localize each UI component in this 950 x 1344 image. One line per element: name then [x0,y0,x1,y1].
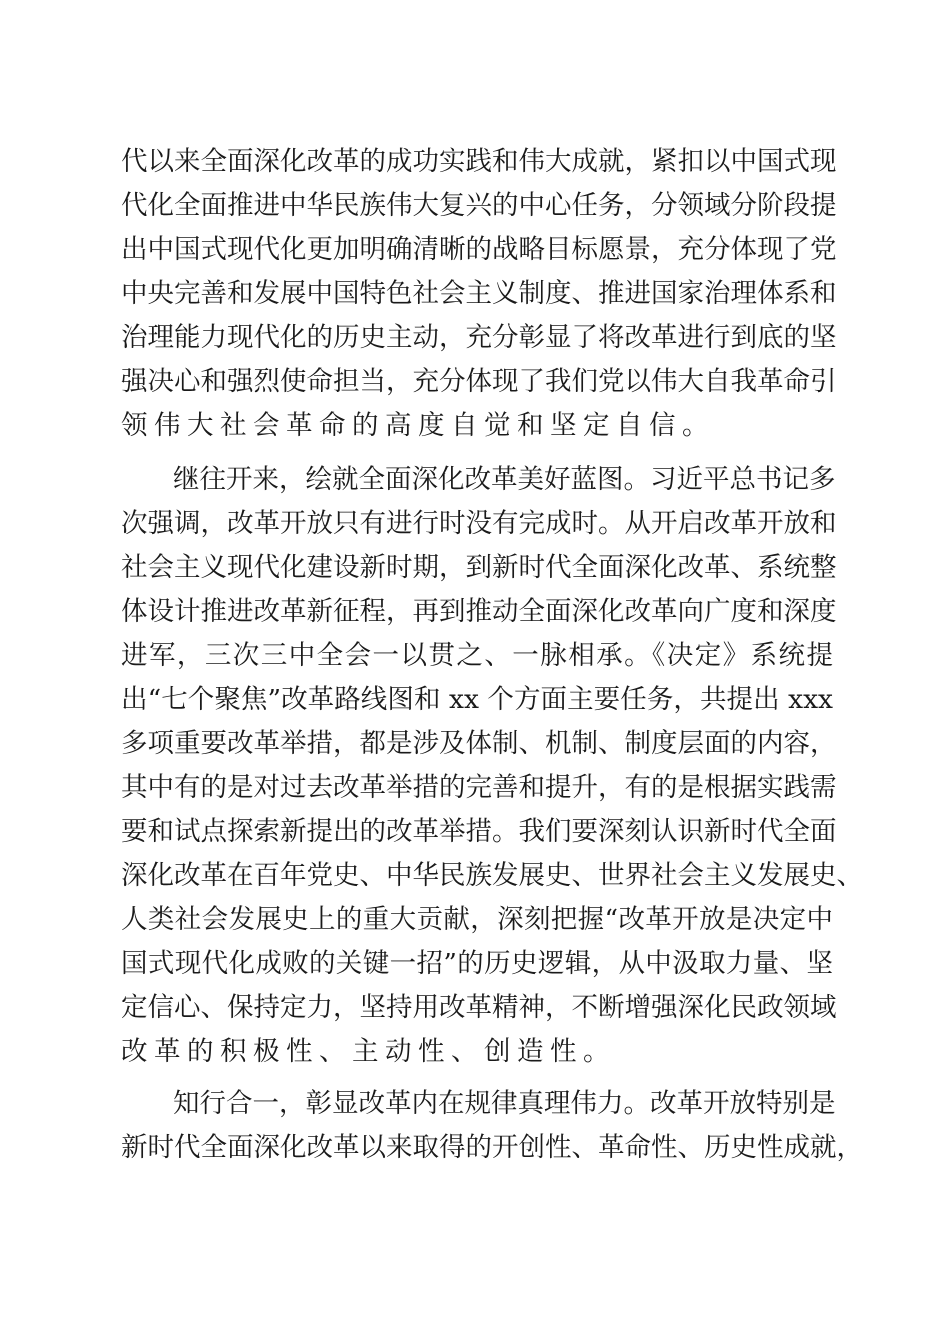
text-line: 社会主义现代化建设新时期，到新时代全面深化改革、系统整 [121,552,837,583]
text-line: 强决心和强烈使命担当，充分体现了我们党以伟大自我革命引 [121,366,837,397]
text-line: 人类社会发展史上的重大贡献，深刻把握“改革开放是决定中 [121,904,833,935]
paragraph-first-line: 知行合一，彰显改革内在规律真理伟力。改革开放特别是 [173,1088,836,1119]
paragraph-first-line: 继往开来，绘就全面深化改革美好蓝图。习近平总书记多 [173,464,836,495]
text-line: 国式现代化成败的关键一招”的历史逻辑，从中汲取力量、坚 [121,948,833,979]
text-line: 中央完善和发展中国特色社会主义制度、推进国家治理体系和 [121,278,837,309]
text-line: 代以来全面深化改革的成功实践和伟大成就，紧扣以中国式现 [121,146,837,177]
text-line: 改革的积极性、主动性、创造性。 [121,1036,616,1067]
text-line: 领伟大社会革命的高度自觉和坚定自信。 [121,410,715,441]
text-line: 要和试点探索新提出的改革举措。我们要深刻认识新时代全面 [121,816,837,847]
text-line: 治理能力现代化的历史主动，充分彰显了将改革进行到底的坚 [121,322,837,353]
text-line: 进军，三次三中全会一以贯之、一脉相承。《决定》系统提 [121,640,833,671]
text-line: 出中国式现代化更加明确清晰的战略目标愿景，充分体现了党 [121,234,837,265]
text-line: 次强调，改革开放只有进行时没有完成时。从开启改革开放和 [121,508,837,539]
text-line: 新时代全面深化改革以来取得的开创性、革命性、历史性成就， [121,1132,863,1163]
text-line: 代化全面推进中华民族伟大复兴的中心任务，分领域分阶段提 [121,190,837,221]
text-line: 其中有的是对过去改革举措的完善和提升，有的是根据实践需 [121,772,837,803]
text-line: 体设计推进改革新征程，再到推动全面深化改革向广度和深度 [121,596,837,627]
text-line: 定信心、保持定力，坚持用改革精神，不断增强深化民政领域 [121,992,837,1023]
text-line: 多项重要改革举措，都是涉及体制、机制、制度层面的内容， [121,728,837,759]
text-line: 深化改革在百年党史、中华民族发展史、世界社会主义发展史、 [121,860,863,891]
text-line: 出“七个聚焦”改革路线图和 xx 个方面主要任务，共提出 xxx [121,684,833,715]
